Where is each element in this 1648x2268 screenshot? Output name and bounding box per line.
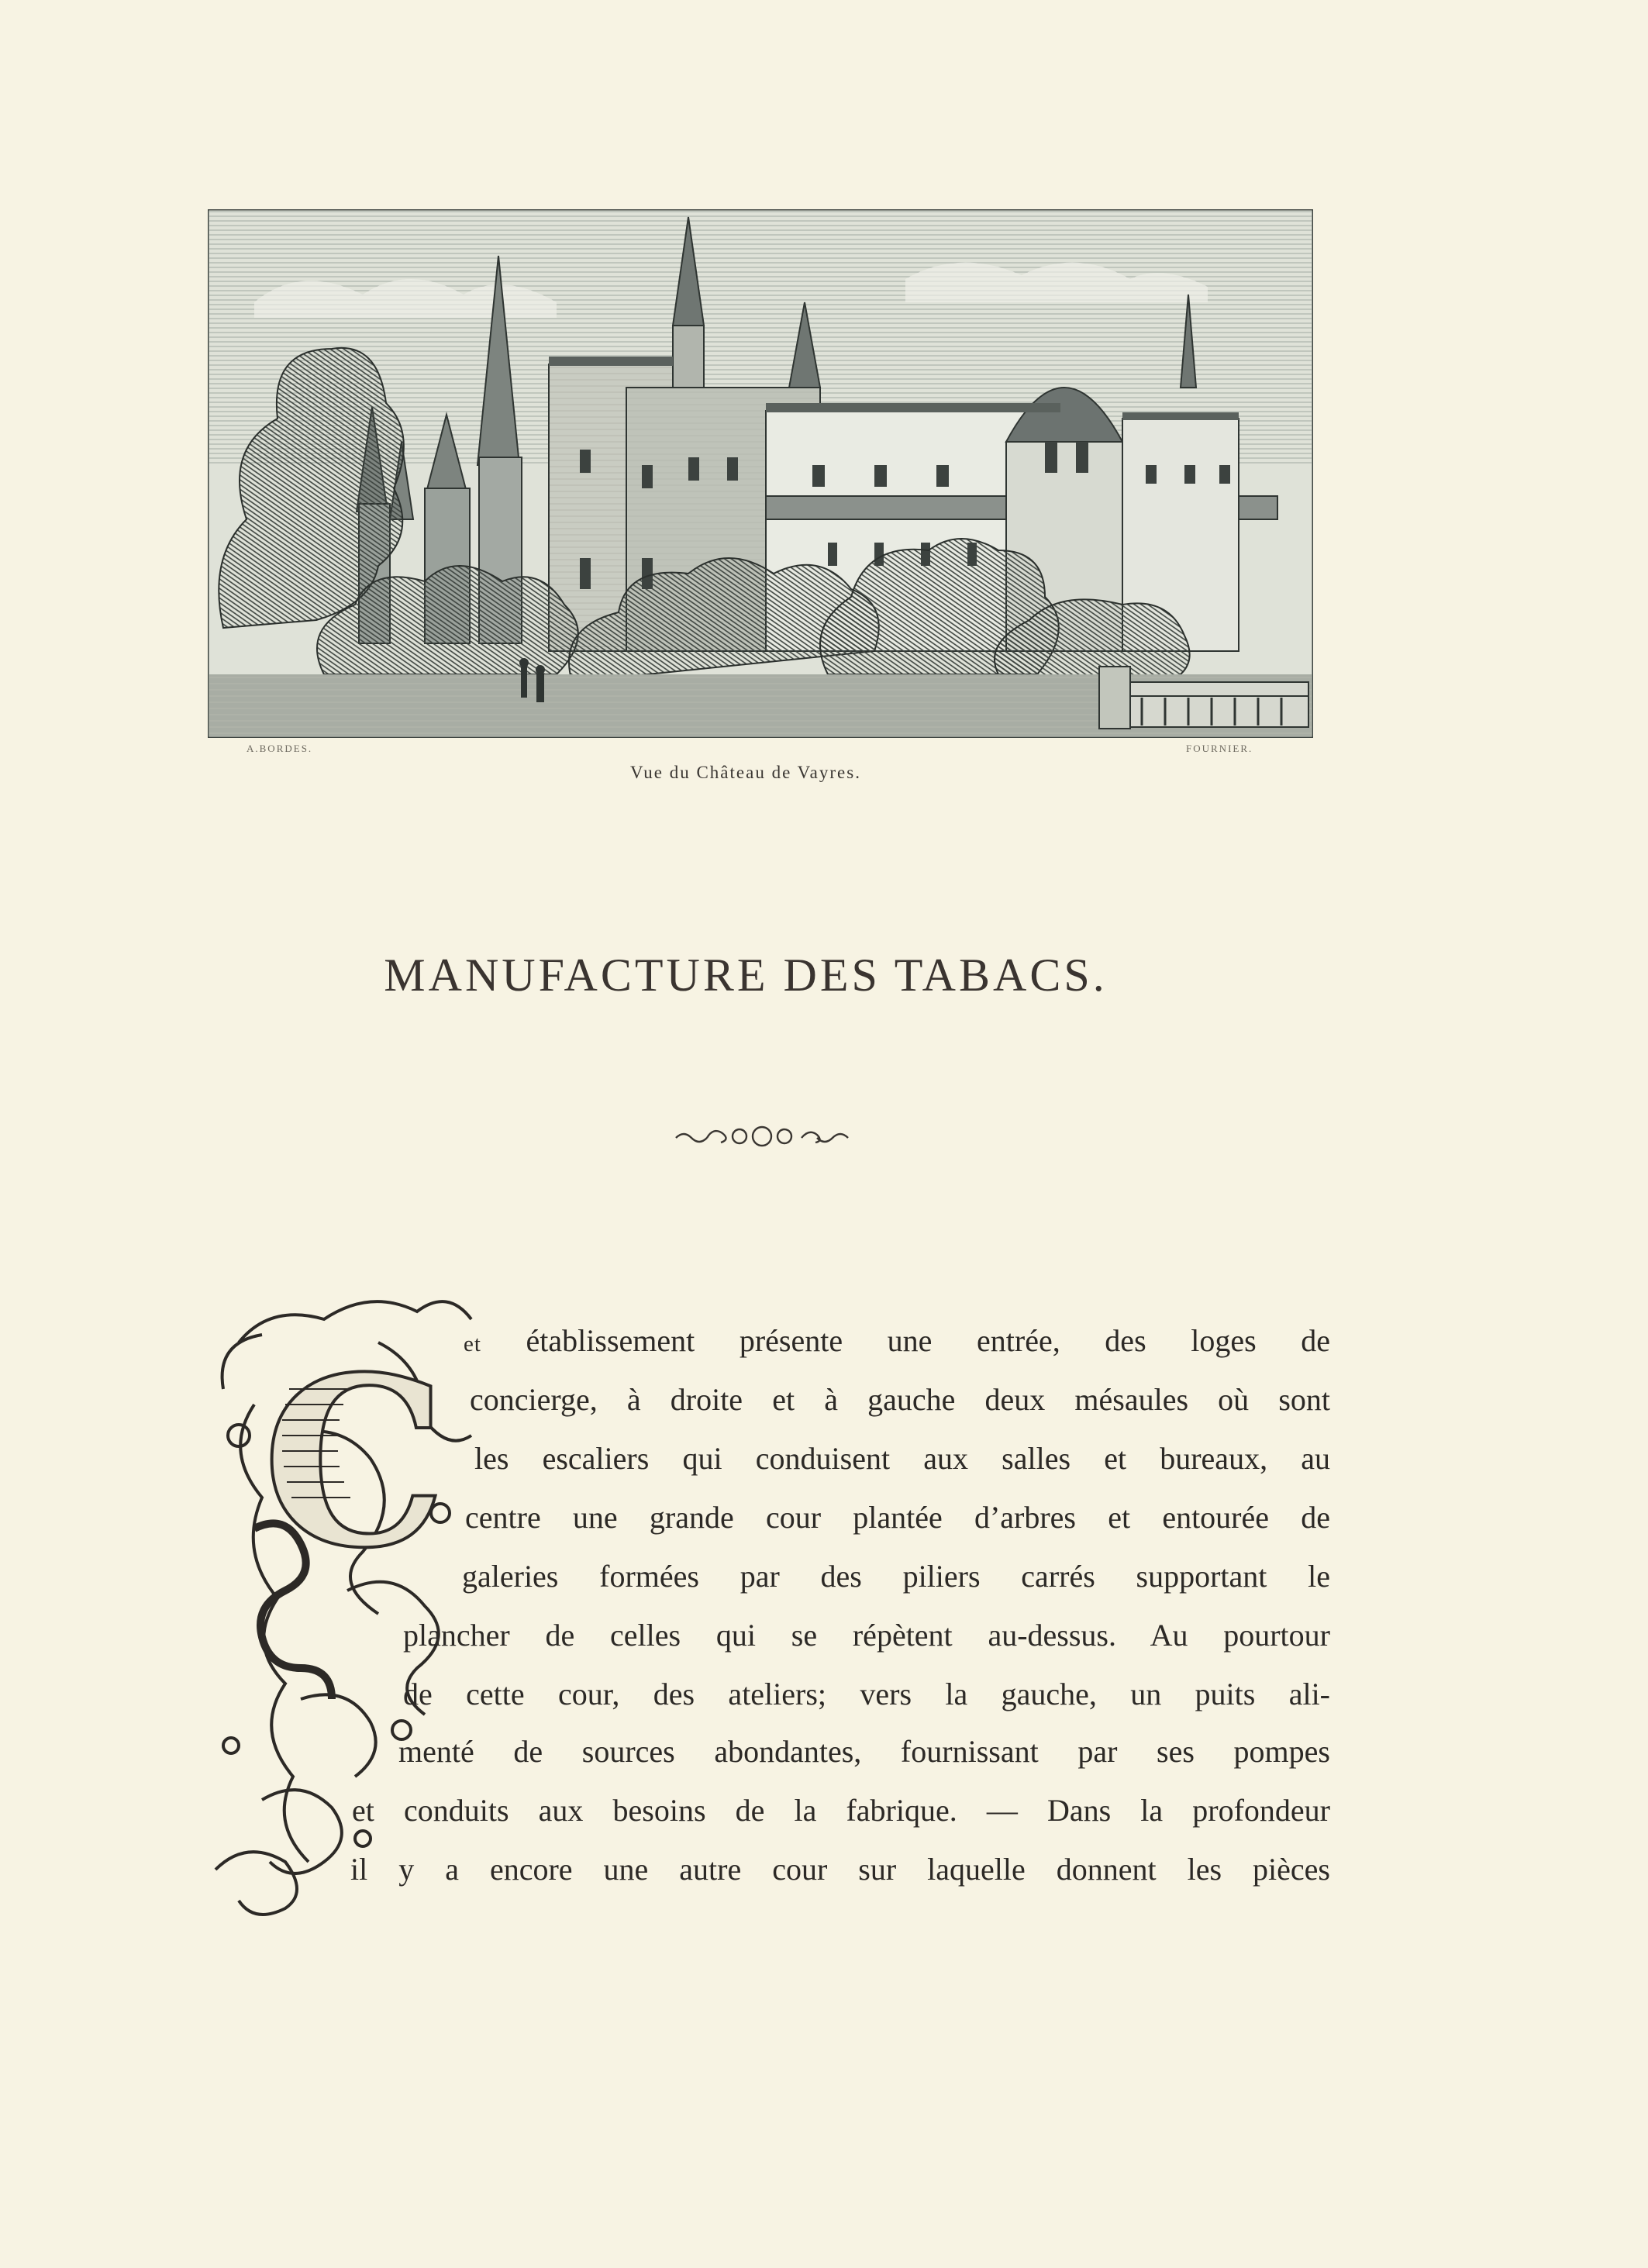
text-line: concierge, à droite et à gauche deux mésaules où sont	[470, 1382, 1330, 1417]
scroll-ornament-icon	[673, 1122, 851, 1150]
svg-text:C: C	[262, 1325, 447, 1599]
illustration-caption: Vue du Château de Vayres.	[630, 763, 861, 782]
text-line: galeries formées par des piliers carrés supportant le	[462, 1559, 1330, 1594]
text-line: et conduits aux besoins de la fabrique. — Dans la profondeur	[352, 1793, 1330, 1828]
engraver-credit-right: FOURNIER.	[1186, 743, 1253, 754]
engraving-illustration	[208, 209, 1313, 738]
text-line: plancher de celles qui se répètent au-dessus. Au pourtour	[403, 1618, 1330, 1653]
text-line: menté de sources abondantes, fournissant par ses pompes	[398, 1734, 1330, 1769]
small-caps-lead: et	[464, 1332, 481, 1356]
text-line: les escaliers qui conduisent aux salles et bureaux, au	[474, 1441, 1330, 1476]
text-line: il y a encore une autre cour sur laquelle donnent les pièces	[350, 1852, 1330, 1887]
text-line: et établissement présente une entrée, des loges de	[464, 1323, 1330, 1358]
page-title: MANUFACTURE DES TABACS.	[384, 950, 1108, 1001]
text-line: centre une grande cour plantée d’arbres et entourée de	[465, 1500, 1330, 1535]
text-line: de cette cour, des ateliers; vers la gauche, un puits ali-	[403, 1677, 1330, 1711]
engraver-credit-left: A.BORDES.	[247, 743, 313, 754]
